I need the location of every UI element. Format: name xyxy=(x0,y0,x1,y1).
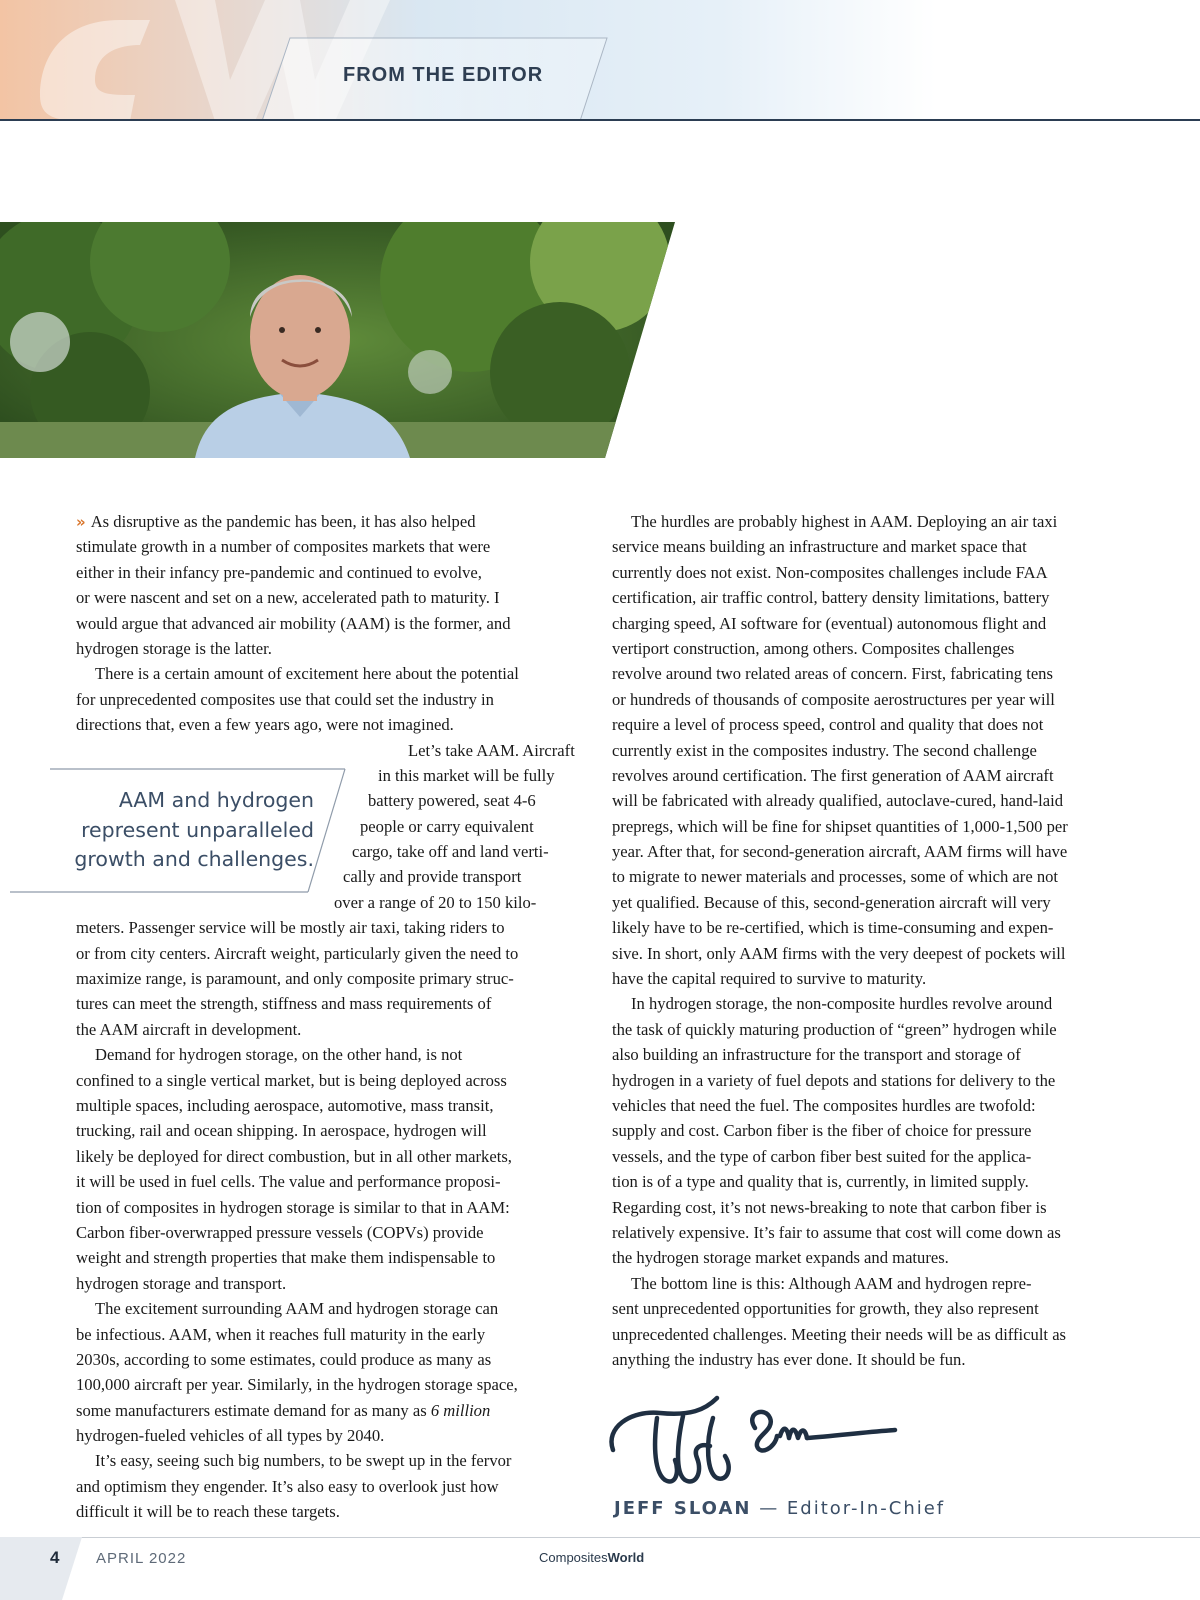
editor-signature xyxy=(605,1388,925,1493)
article-line: vehicles that need the fuel. The composites hurdles are twofold: xyxy=(612,1095,1036,1115)
article-line: charging speed, AI software for (eventual) autonomous flight and xyxy=(612,613,1047,633)
article-line: 100,000 aircraft per year. Similarly, in the hydrogen storage space, xyxy=(76,1375,518,1395)
article-line: require a level of process speed, control and quality that does not xyxy=(612,715,1044,735)
article-line: trucking, rail and ocean shipping. In aerospace, hydrogen will xyxy=(76,1121,487,1141)
article-line: Regarding cost, it’s not news-breaking to note that carbon fiber is xyxy=(612,1197,1047,1217)
article-line: currently exist in the composites industry. The second challenge xyxy=(612,740,1037,760)
signature-separator: — xyxy=(751,1498,787,1519)
article-line: to migrate to newer materials and processes, some of which are not xyxy=(612,867,1059,887)
pull-quote-line: represent unparalleled xyxy=(81,817,314,842)
article-line: will be fabricated with already qualified, autoclave-cured, hand-laid xyxy=(612,791,1064,811)
article-line: It’s easy, seeing such big numbers, to be swept up in the fervor xyxy=(95,1451,512,1471)
article-line: battery powered, seat 4-6 xyxy=(368,791,536,811)
article-line: also building an infrastructure for the transport and storage of xyxy=(612,1045,1021,1065)
article-line: In hydrogen storage, the non-composite hurdles revolve around xyxy=(631,994,1053,1014)
article-line: some manufacturers estimate demand for as many as 6 million xyxy=(76,1400,491,1420)
article-line: difficult it will be to reach these targets. xyxy=(76,1502,340,1522)
article-line: service means building an infrastructure and market space that xyxy=(612,537,1027,557)
editor-photo xyxy=(0,222,675,458)
signature-caption xyxy=(614,1498,945,1519)
header-divider xyxy=(0,119,1200,121)
article-line: tures can meet the strength, stiffness and mass requirements of xyxy=(76,994,492,1014)
article-line: » As disruptive as the pandemic has been, it has also helped xyxy=(76,512,476,531)
article-line: weight and strength properties that make them indispensable to xyxy=(76,1248,496,1268)
article-line: revolve around two related areas of concern. First, fabricating tens xyxy=(612,664,1053,684)
article-line: or from city centers. Aircraft weight, particularly given the need to xyxy=(76,943,519,963)
article-line: have the capital required to survive to maturity. xyxy=(612,969,927,989)
article-line: certification, air traffic control, battery density limitations, battery xyxy=(612,588,1050,608)
article-line: likely be deployed for direct combustion, but in all other markets, xyxy=(76,1146,512,1166)
article-line: the hydrogen storage market expands and matures. xyxy=(612,1248,949,1268)
article-line: either in their infancy pre-pandemic and continued to evolve, xyxy=(76,562,482,582)
chevron-right-icon: » xyxy=(76,513,86,531)
article-line: yet qualified. Because of this, second-generation aircraft will very xyxy=(612,892,1051,912)
article-line: stimulate growth in a number of composites markets that were xyxy=(76,537,491,557)
article-line: hydrogen storage and transport. xyxy=(76,1273,287,1293)
article-line: hydrogen-fueled vehicles of all types by 2040. xyxy=(76,1426,385,1446)
pull-quote-line: AAM and hydrogen xyxy=(118,788,314,812)
footer-divider xyxy=(0,1537,1200,1538)
pull-quote-line: growth and challenges. xyxy=(74,847,314,871)
article-line: anything the industry has ever done. It should be fun. xyxy=(612,1349,966,1369)
editor-name: JEFF SLOAN xyxy=(614,1498,752,1519)
article-line: sive. In short, only AAM firms with the very deepest of pockets will xyxy=(612,943,1066,963)
article-line: revolves around certification. The first generation of AAM aircraft xyxy=(612,765,1054,785)
article-line: 2030s, according to some estimates, could produce as many as xyxy=(76,1349,492,1369)
brand-part-2: World xyxy=(607,1550,645,1565)
article-column-2 xyxy=(612,509,1142,1372)
article-line: hydrogen in a variety of fuel depots and stations for delivery to the xyxy=(612,1070,1056,1090)
article-line: relatively expensive. It’s fair to assume that cost will come down as xyxy=(612,1222,1061,1242)
article-line: There is a certain amount of excitement here about the potential xyxy=(95,664,519,684)
publication-name xyxy=(539,1550,644,1565)
issue-date: APRIL 2022 xyxy=(96,1550,187,1567)
article-line: for unprecedented composites use that could set the industry in xyxy=(76,689,494,709)
footer-slash-shape xyxy=(0,1537,90,1600)
article-line: cargo, take off and land verti- xyxy=(352,842,549,862)
article-line: hydrogen storage is the latter. xyxy=(76,638,272,658)
article-line: the task of quickly maturing production of “green” hydrogen while xyxy=(612,1019,1057,1039)
article-line: The excitement surrounding AAM and hydrogen storage can xyxy=(95,1299,499,1319)
article-line: or hundreds of thousands of composite aerostructures per year will xyxy=(612,689,1055,709)
article-line: supply and cost. Carbon fiber is the fiber of choice for pressure xyxy=(612,1121,1032,1141)
emphasis-text: 6 million xyxy=(430,1400,491,1420)
section-label: FROM THE EDITOR xyxy=(343,64,544,86)
article-line: likely have to be re-certified, which is time-consuming and expen- xyxy=(612,918,1054,938)
article-line: Carbon fiber-overwrapped pressure vessels (COPVs) provide xyxy=(76,1222,484,1242)
article-line: confined to a single vertical market, but is being deployed across xyxy=(76,1070,507,1090)
article-line: or were nascent and set on a new, accelerated path to maturity. I xyxy=(76,588,500,608)
cw-logo xyxy=(0,0,620,121)
article-line: the AAM aircraft in development. xyxy=(76,1019,302,1039)
article-line: be infectious. AAM, when it reaches full maturity in the early xyxy=(76,1324,486,1344)
page-number: 4 xyxy=(50,1548,60,1567)
page-header xyxy=(0,0,1200,121)
article-line: vertiport construction, among others. Composites challenges xyxy=(612,638,1015,658)
article-line: sent unprecedented opportunities for growth, they also represent xyxy=(612,1299,1039,1319)
article-line: year. After that, for second-generation aircraft, AAM firms will have xyxy=(612,842,1068,862)
article-line: directions that, even a few years ago, were not imagined. xyxy=(76,715,454,735)
article-line: Let’s take AAM. Aircraft xyxy=(408,740,575,760)
article-line: vessels, and the type of carbon fiber best suited for the applica- xyxy=(612,1146,1032,1166)
editor-title: Editor-In-Chief xyxy=(786,1498,946,1519)
article-line: currently does not exist. Non-composites challenges include FAA xyxy=(612,562,1048,582)
article-line: unprecedented challenges. Meeting their needs will be as difficult as xyxy=(612,1324,1067,1344)
article-line: meters. Passenger service will be mostly air taxi, taking riders to xyxy=(76,918,505,938)
article-line: The bottom line is this: Although AAM and hydrogen repre- xyxy=(631,1273,1032,1293)
article-line: tion of composites in hydrogen storage is similar to that in AAM: xyxy=(76,1197,510,1217)
article-line: Demand for hydrogen storage, on the other hand, is not xyxy=(95,1045,463,1065)
article-column-1 xyxy=(76,509,586,1525)
article-line: would argue that advanced air mobility (AAM) is the former, and xyxy=(76,613,511,633)
article-line: people or carry equivalent xyxy=(360,816,534,836)
brand-part-1: Composites xyxy=(539,1550,608,1565)
article-line: multiple spaces, including aerospace, automotive, mass transit, xyxy=(76,1095,494,1115)
article-line: in this market will be fully xyxy=(378,765,555,785)
article-line: cally and provide transport xyxy=(343,867,522,887)
article-line: it will be used in fuel cells. The value and performance proposi- xyxy=(76,1172,501,1192)
pull-quote xyxy=(24,786,314,875)
article-line: and optimism they engender. It’s also easy to overlook just how xyxy=(76,1476,499,1496)
article-line: The hurdles are probably highest in AAM. Deploying an air taxi xyxy=(631,512,1058,531)
article-line: over a range of 20 to 150 kilo- xyxy=(334,892,537,912)
article-line: tion is of a type and quality that is, currently, in limited supply. xyxy=(612,1172,1029,1192)
article-line: prepregs, which will be fine for shipset quantities of 1,000-1,500 per xyxy=(612,816,1068,836)
article-line: maximize range, is paramount, and only composite primary struc- xyxy=(76,969,514,989)
